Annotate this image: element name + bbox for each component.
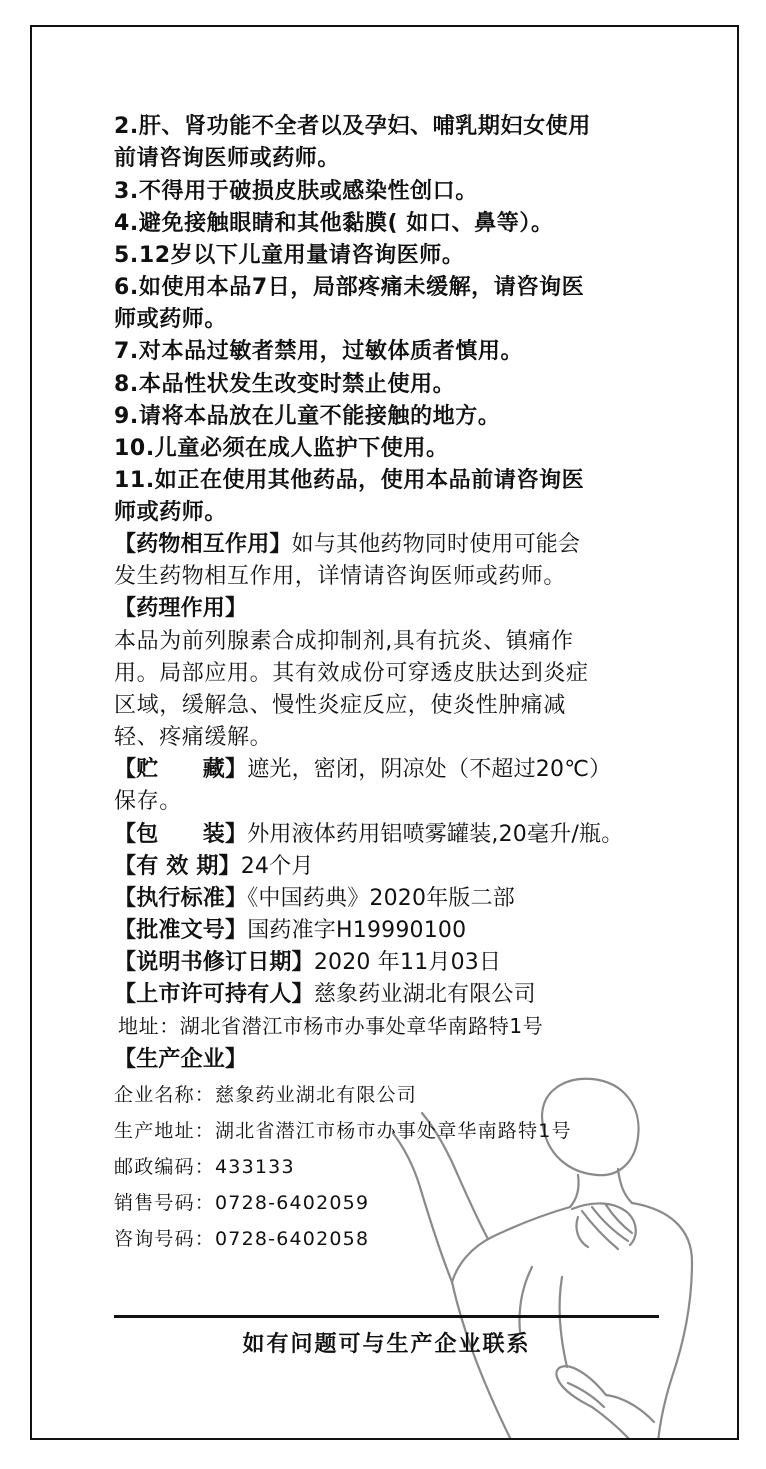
warning-line: 师或药师。 (114, 307, 228, 332)
manufacturer-consult-phone: 咨询号码：0728-6402058 (114, 1228, 370, 1250)
validity-section (114, 849, 314, 880)
divider-rule (114, 1315, 659, 1318)
approval-text: 国药准字H19990100 (247, 918, 467, 943)
revision-heading: 【说明书修订日期】 (114, 950, 314, 975)
pharmacology-line: 区域，缓解急、慢性炎症反应，使炎性肿痛减 (114, 693, 567, 718)
warning-line: 2.肝、肾功能不全者以及孕妇、哺乳期妇女使用 (114, 114, 591, 139)
package-section (114, 817, 623, 848)
interactions-heading: 【药物相互作用】 (114, 532, 292, 557)
interactions-text-cont: 发生药物相互作用，详情请咨询医师或药师。 (114, 564, 567, 589)
approval-section (114, 913, 466, 944)
storage-text: 遮光，密闭，阴凉处（不超过20℃） (247, 757, 612, 782)
revision-section (114, 945, 501, 976)
warning-line: 10.儿童必须在成人监护下使用。 (114, 436, 449, 461)
manufacturer-address: 生产地址：湖北省潜江市杨市办事处章华南路特1号 (114, 1120, 572, 1142)
package-heading: 【包 装】 (114, 822, 248, 847)
warning-line: 4.避免接触眼睛和其他黏膜( 如口、鼻等）。 (114, 211, 554, 236)
holder-text: 慈象药业湖北有限公司 (313, 982, 536, 1007)
warning-line: 5.12岁以下儿童用量请咨询医师。 (114, 243, 465, 268)
storage-section (114, 752, 611, 783)
footer-note: 如有问题可与生产企业联系 (242, 1332, 531, 1357)
warning-line: 6.如使用本品7日，局部疼痛未缓解，请咨询医 (114, 275, 585, 300)
warning-line: 前请咨询医师或药师。 (114, 146, 341, 171)
warning-line: 11.如正在使用其他药品，使用本品前请咨询医 (114, 468, 585, 493)
warning-line: 师或药师。 (114, 500, 228, 525)
warning-line: 8.本品性状发生改变时禁止使用。 (114, 372, 456, 397)
validity-heading: 【有 效 期】 (114, 854, 241, 879)
storage-text-cont: 保存。 (114, 789, 182, 814)
manufacturer-section (114, 1042, 247, 1073)
pharmacology-line: 轻、疼痛缓解。 (114, 725, 273, 750)
standard-section (114, 881, 515, 912)
pharmacology-line: 本品为前列腺素合成抑制剂,具有抗炎、镇痛作 (114, 629, 574, 654)
warning-line: 9.请将本品放在儿童不能接触的地方。 (114, 404, 501, 429)
pharmacology-section (114, 591, 247, 622)
standard-text: 《中国药典》2020年版二部 (247, 886, 515, 911)
interactions-text: 如与其他药物同时使用可能会 (291, 532, 581, 557)
holder-address: 地址：湖北省潜江市杨市办事处章华南路特1号 (118, 1014, 544, 1038)
standard-heading: 【执行标准】 (114, 886, 248, 911)
manufacturer-name: 企业名称：慈象药业湖北有限公司 (114, 1084, 418, 1106)
interactions-section (114, 527, 580, 558)
manufacturer-postcode: 邮政编码：433133 (114, 1156, 295, 1178)
validity-text: 24个月 (240, 854, 314, 879)
manufacturer-sales-phone: 销售号码：0728-6402059 (114, 1192, 370, 1214)
leaflet-frame (30, 25, 739, 1440)
storage-heading: 【贮 藏】 (114, 757, 248, 782)
pharmacology-heading: 【药理作用】 (114, 596, 248, 621)
revision-text: 2020 年11月03日 (313, 950, 502, 975)
warning-line: 3.不得用于破损皮肤或感染性创口。 (114, 179, 478, 204)
pharmacology-line: 用。局部应用。其有效成份可穿透皮肤达到炎症 (114, 661, 589, 686)
approval-heading: 【批准文号】 (114, 918, 248, 943)
package-text: 外用液体药用铝喷雾罐装,20毫升/瓶。 (247, 822, 624, 847)
holder-section (114, 977, 536, 1008)
holder-heading: 【上市许可持有人】 (114, 982, 314, 1007)
manufacturer-heading: 【生产企业】 (114, 1047, 248, 1072)
warning-line: 7.对本品过敏者禁用，过敏体质者慎用。 (114, 339, 524, 364)
